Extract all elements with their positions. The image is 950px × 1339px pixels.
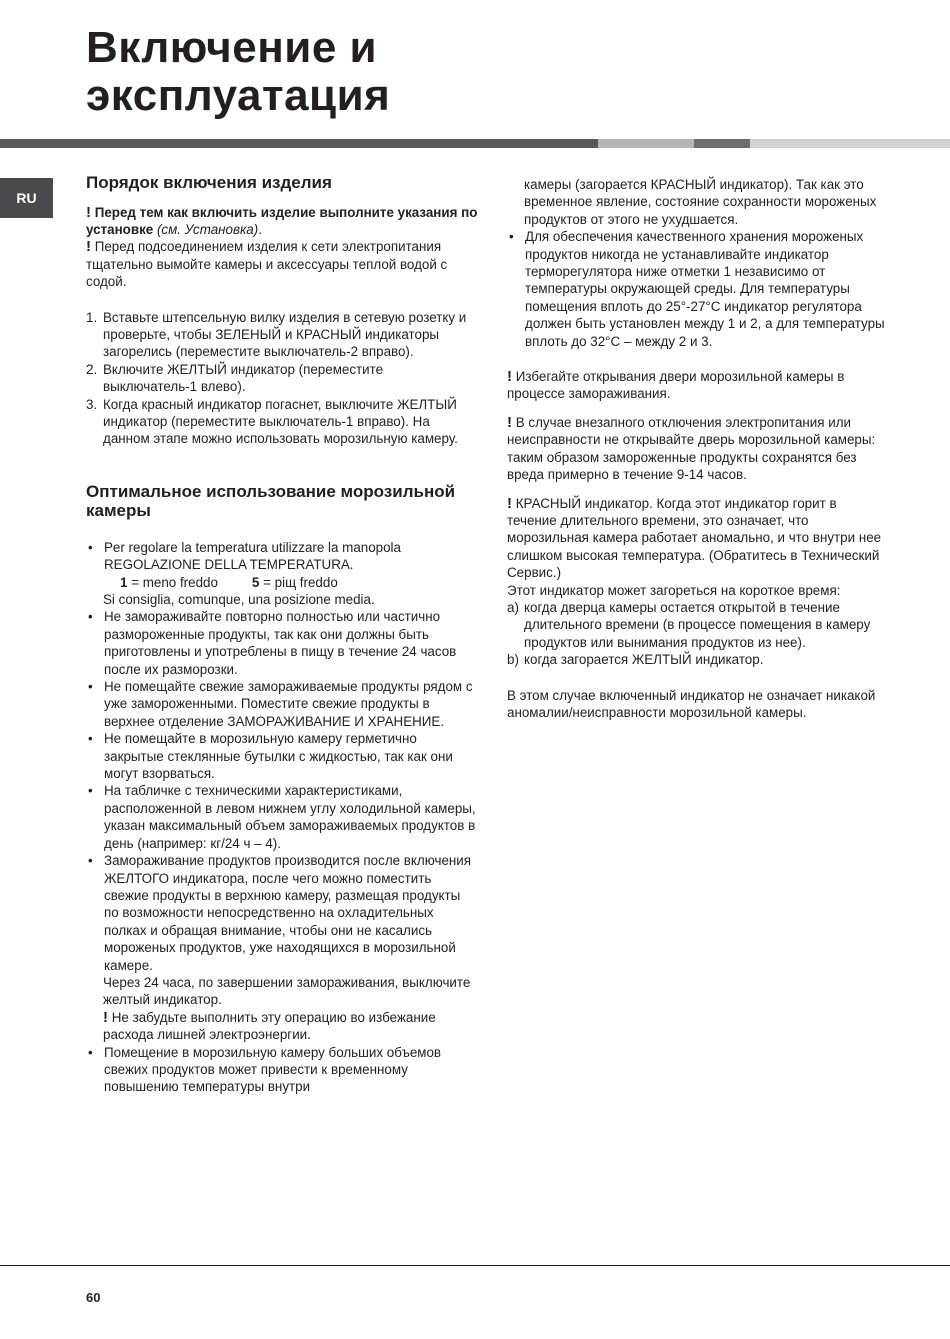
section-heading-usage: Оптимальное использование морозильной камеры <box>86 481 456 521</box>
warning-mark: ! <box>86 203 91 221</box>
warning-cleaning: ! Перед подсоединением изделия к сети электропитания тщательно вымойте камеры и аксессуары теплой водой с содой. <box>86 238 448 290</box>
bullet-item: • На табличке с техническими характеристиками, расположенной в левом нижнем углу холодильной камеры, указан максимальный объем замораживаемых продуктов в день (например: кг/24 ч – 4). <box>88 783 476 851</box>
bullet-continuation: камеры (загорается КРАСНЫЙ индикатор). Так как это временное явление, состояние сохранности мороженых продуктов от этого не ухудшается. <box>524 177 877 227</box>
warning-mark: ! <box>507 413 512 431</box>
installation-reference: (см. Установка) <box>156 221 259 237</box>
bullet-continuation: Si consiglia, comunque, una posizione media. <box>103 592 375 607</box>
bullet-item: • Не помещайте в морозильную камеру герметично закрытые стеклянные бутылки с жидкостью, так как они могут взорваться. <box>88 731 453 782</box>
bullet-item: • Помещение в морозильную камеру больших объемов свежих продуктов может привести к временному повышению температуры внутри <box>88 1044 442 1095</box>
bullet-item: • Не замораживайте повторно полностью или частично размороженные продукты, так как они должны быть приготовлены и употреблены в пищу в течение 24 часов после их разморозки. <box>88 609 457 677</box>
footer-rule <box>0 1265 950 1266</box>
warning-mark: ! <box>507 368 512 386</box>
list-item: b) когда загорается ЖЕЛТЫЙ индикатор. <box>507 652 764 668</box>
page-title-line-1: Включение и <box>86 23 378 72</box>
page-number: 60 <box>86 1290 101 1305</box>
step-item: 3. Когда красный индикатор погаснет, выключите ЖЕЛТЫЙ индикатор (переместите выключатель-1 вправо). На данном этапе можно использовать морозильную камеру. <box>86 396 458 447</box>
bullet-item: • Per regolare la temperatura utilizzare la manopola REGOLAZIONE DELLA TEMPERATURA. <box>88 539 401 573</box>
bullet-item: • Замораживание продуктов производится после включения ЖЕЛТОГО индикатора, после чего можно поместить свежие продукты в верхнюю камеру, размещая продукты по возможности непосредственно на охладительных полках и обращая внимание, чтобы они не касались мороженых продуктов, уже находящихся в морозильной камере. <box>88 853 472 973</box>
page-title <box>86 24 390 120</box>
list-item: a) когда дверца камеры остается открытой в течение длительного времени (в процессе помещения в камеру продуктов или вынимания продуктов из нее). <box>507 599 871 650</box>
header-bar-pale <box>750 139 950 148</box>
section-heading-startup: Порядок включения изделия <box>86 173 332 192</box>
step-item: 2. Включите ЖЕЛТЫЙ индикатор (переместите выключатель-1 влево). <box>86 361 384 395</box>
note-red-indicator: ! КРАСНЫЙ индикатор. Когда этот индикатор горит в течение длительного времени, это означает, что морозильная камера работает аномально, и что внутри нее слишком высокая температура. (Обратитесь в Технический Сервис.) <box>507 494 882 581</box>
note-power-failure: ! В случае внезапного отключения электропитания или неисправности не открывайте дверь морозильной камеры: таким образом замороженные продукты сохранятся без вреда примерно в течение 9-14 часов. <box>507 413 876 483</box>
warning-mark: ! <box>86 238 91 256</box>
bullet-item: • Не помещайте свежие замораживаемые продукты рядом с уже замороженными. Поместите свежие продукты в верхнее отделение ЗАМОРАЖИВАНИЕ И ХРАНЕНИЕ. <box>88 679 473 729</box>
right-column <box>507 176 887 721</box>
temperature-scale: 1 = meno freddo 5 = piщ freddo <box>120 574 338 590</box>
warning-mark: ! <box>507 494 512 512</box>
warning-mark: ! <box>103 1008 108 1026</box>
language-tab: RU <box>0 178 53 218</box>
note-red-indicator-cont: Этот индикатор может загореться на короткое время: <box>507 582 841 598</box>
warning-installation: ! Перед тем как включить изделие выполните указания по установке (см. Установка). <box>86 203 478 237</box>
header-bar-light <box>598 139 694 148</box>
page-title-line-2: эксплуатация <box>86 71 391 120</box>
left-column <box>86 173 478 1096</box>
header-bar-dark <box>0 139 598 148</box>
bullet-warning: ! Не забудьте выполнить эту операцию во избежание расхода лишней электроэнергии. <box>103 1008 436 1043</box>
note-door: ! Избегайте открывания двери морозильной камеры в процессе замораживания. <box>507 368 845 402</box>
step-item: 1. Вставьте штепсельную вилку изделия в сетевую розетку и проверьте, чтобы ЗЕЛЕНЫЙ и КРАСНЫЙ индикаторы загорелись (переместите выключатель-2 вправо). <box>86 309 467 360</box>
bullet-item: • Для обеспечения качественного хранения мороженых продуктов никогда не устанавливайте индикатор терморегулятора ниже отметки 1 независимо от температуры окружающей среды. Для температуры помещения вплоть до 25°-27°C индикатор регулятора должен быть установлен между 1 и 2, а для температуры вплоть до 32°C – между 2 и 3. <box>509 229 885 349</box>
bullet-continuation: Через 24 часа, по завершении замораживания, выключите желтый индикатор. <box>103 974 471 1008</box>
note-final: В этом случае включенный индикатор не означает никакой аномалии/неисправности морозильной камеры. <box>507 687 876 720</box>
header-bar-mid <box>694 139 750 148</box>
